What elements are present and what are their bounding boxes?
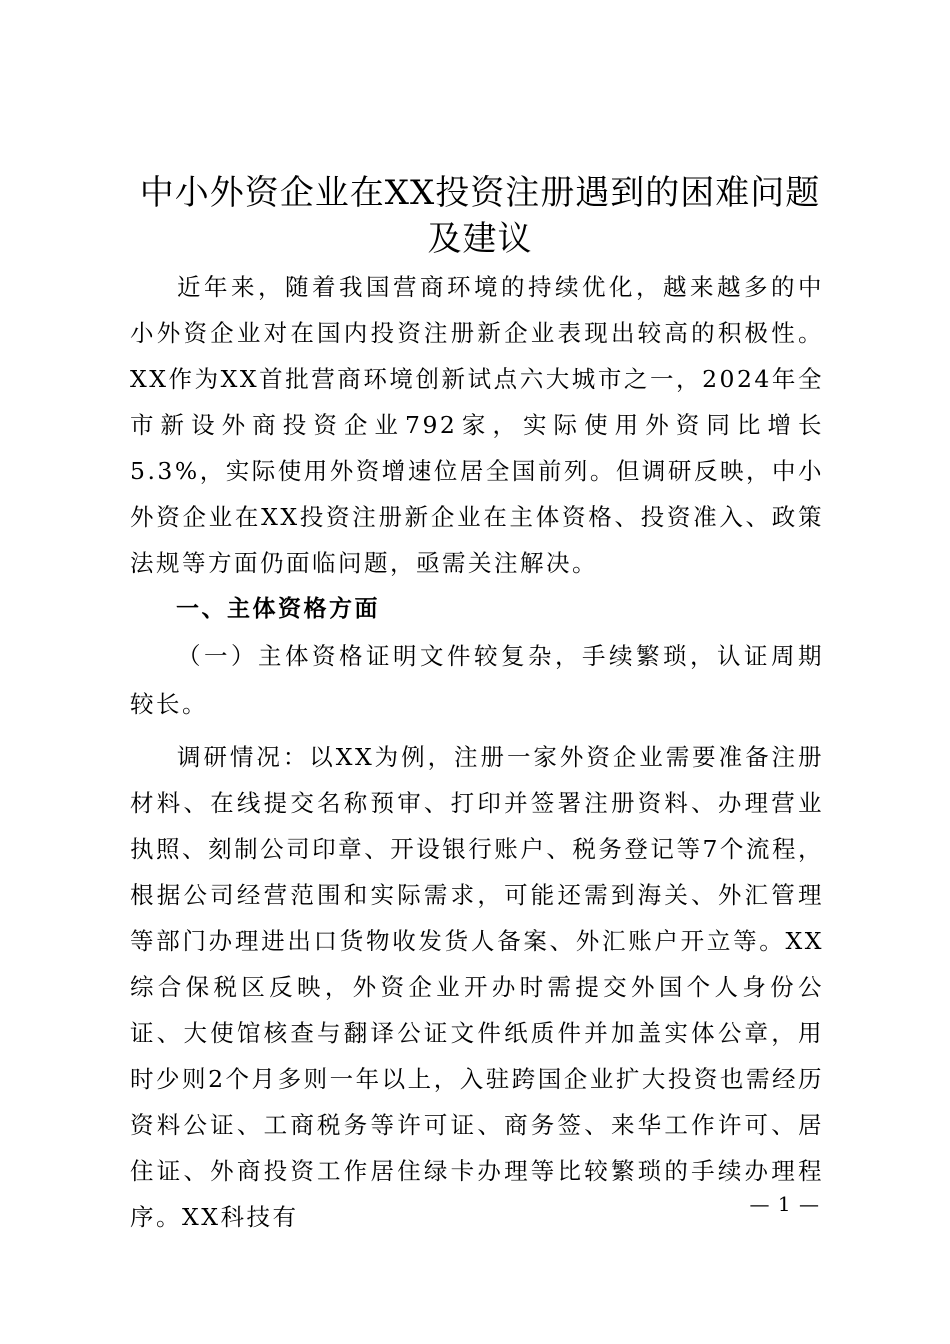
subsection-heading: （一）主体资格证明文件较复杂，手续繁琐，认证周期较长。 bbox=[130, 642, 824, 718]
section-heading: 一、主体资格方面 bbox=[176, 596, 380, 622]
title-line-1: 中小外资企业在XX投资注册遇到的困难问题 bbox=[139, 173, 821, 213]
intro-paragraph: 近年来，随着我国营商环境的持续优化，越来越多的中小外资企业对在国内投资注册新企业表现出较高的积极性。XX作为XX首批营商环境创新试点六大城市之一，2024年全市新设外商投资企业792家，实际使用外资同比增长5.3%，实际使用外资增速位居全国前列。但调研反映，中小外资企业在XX投资注册新企业在主体资格、投资准入、政策法规等方面仍面临问题，亟需关注解决。 bbox=[130, 273, 824, 577]
document-body bbox=[130, 264, 824, 1240]
title-line-2: 及建议 bbox=[427, 219, 533, 259]
body-paragraph: 调研情况：以XX为例，注册一家外资企业需要准备注册材料、在线提交名称预审、打印并签署注册资料、办理营业执照、刻制公司印章、开设银行账户、税务登记等7个流程，根据公司经营范围和实际需求，可能还需到海关、外汇管理等部门办理进出口货物收发货人备案、外汇账户开立等。XX综合保税区反映，外资企业开办时需提交外国个人身份公证、大使馆核查与翻译公证文件纸质件并加盖实体公章，用时少则2个月多则一年以上，入驻跨国企业扩大投资也需经历资料公证、工商税务等许可证、商务签、来华工作许可、居住证、外商投资工作居住绿卡办理等比较繁琐的手续办理程序。XX科技有 bbox=[130, 743, 824, 1231]
page-number: — 1 — bbox=[749, 1192, 820, 1216]
document-title bbox=[110, 170, 850, 262]
